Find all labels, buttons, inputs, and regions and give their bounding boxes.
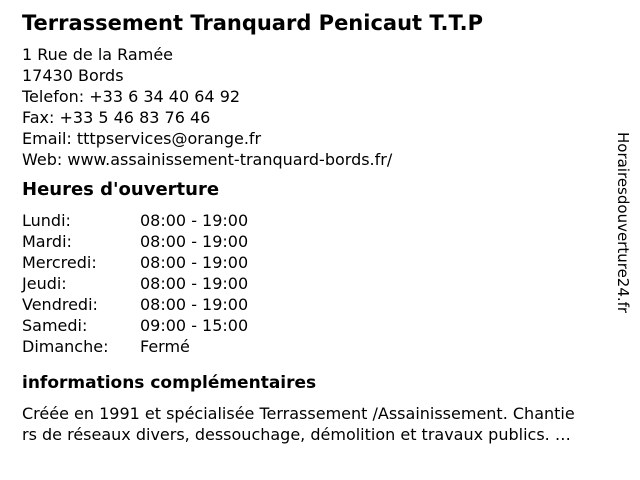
address-street: 1 Rue de la Ramée bbox=[22, 45, 173, 64]
day-hours: Fermé bbox=[140, 337, 190, 356]
web-label: Web: bbox=[22, 150, 63, 169]
day-hours: 09:00 - 15:00 bbox=[140, 316, 249, 335]
email-line bbox=[22, 128, 600, 149]
day-label: Mardi: bbox=[22, 232, 72, 251]
day-label: Vendredi: bbox=[22, 295, 98, 314]
fax-line bbox=[22, 107, 600, 128]
fax-value: +33 5 46 83 76 46 bbox=[59, 108, 211, 127]
contact-block bbox=[22, 44, 600, 170]
phone-label: Telefon: bbox=[22, 87, 85, 106]
fax-label: Fax: bbox=[22, 108, 55, 127]
day-label: Lundi: bbox=[22, 211, 71, 230]
day-hours: 08:00 - 19:00 bbox=[140, 211, 249, 230]
day-label: Jeudi: bbox=[22, 274, 67, 293]
website-link[interactable]: www.assainissement-tranquard-bords.fr/ bbox=[67, 150, 393, 169]
hours-row-wednesday bbox=[22, 252, 600, 273]
phone-line bbox=[22, 86, 600, 107]
web-line bbox=[22, 149, 600, 170]
hours-row-thursday bbox=[22, 273, 600, 294]
info-line-1: Créée en 1991 et spécialisée Terrassement /Assainissement. Chantie bbox=[22, 404, 575, 423]
day-hours: 08:00 - 19:00 bbox=[140, 274, 249, 293]
opening-hours-table bbox=[22, 210, 600, 357]
site-brand-watermark: Horairesdouverture24.fr bbox=[614, 132, 632, 314]
address-city: 17430 Bords bbox=[22, 66, 124, 85]
day-label: Samedi: bbox=[22, 316, 88, 335]
page-title: Terrassement Tranquard Penicaut T.T.P bbox=[22, 11, 483, 35]
day-hours: 08:00 - 19:00 bbox=[140, 253, 249, 272]
hours-row-sunday bbox=[22, 336, 600, 357]
hours-row-friday bbox=[22, 294, 600, 315]
hours-row-monday bbox=[22, 210, 600, 231]
email-link[interactable]: tttpservices@orange.fr bbox=[76, 129, 262, 148]
phone-value: +33 6 34 40 64 92 bbox=[89, 87, 241, 106]
additional-info-paragraph bbox=[22, 403, 600, 445]
additional-info-heading: informations complémentaires bbox=[22, 373, 317, 393]
day-hours: 08:00 - 19:00 bbox=[140, 295, 249, 314]
email-label: Email: bbox=[22, 129, 72, 148]
day-hours: 08:00 - 19:00 bbox=[140, 232, 249, 251]
hours-row-saturday bbox=[22, 315, 600, 336]
hours-row-tuesday bbox=[22, 231, 600, 252]
info-line-2: rs de réseaux divers, dessouchage, démolition et travaux publics. … bbox=[22, 425, 571, 444]
day-label: Mercredi: bbox=[22, 253, 97, 272]
opening-hours-heading: Heures d'ouverture bbox=[22, 179, 220, 200]
day-label: Dimanche: bbox=[22, 337, 109, 356]
